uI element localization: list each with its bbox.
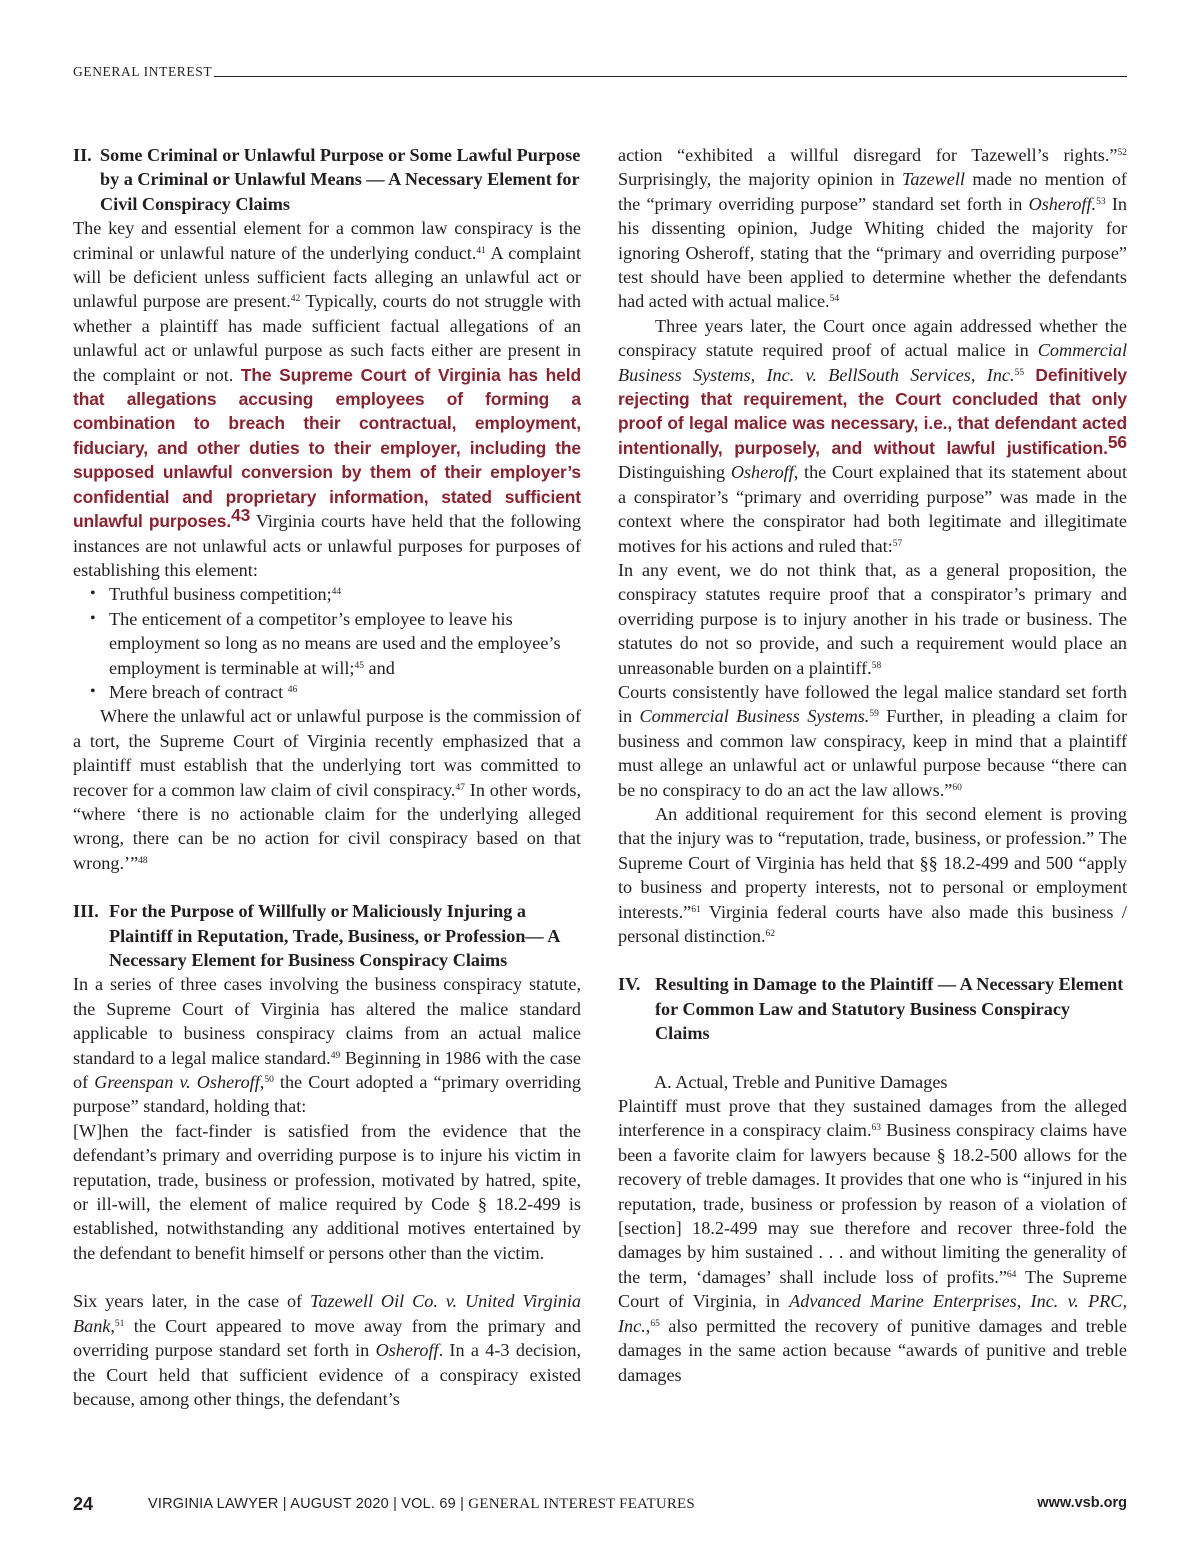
section-label: GENERAL INTEREST — [73, 64, 213, 79]
text: In his dissenting opinion, Judge Whiting chided the majority for ignoring Osheroff, stating that the “primary and overriding purpose” test should have been applied to determine whether the defendants had acted with actual malice. — [618, 193, 1127, 312]
text: Surprisingly, the majority opinion in — [618, 169, 902, 190]
footnote-ref: 58 — [871, 660, 882, 671]
text: also permitted the recovery of punitive damages and treble damages in the same action because “awards of punitive and treble damages — [618, 1315, 1127, 1385]
footnote-ref: 44 — [331, 587, 342, 598]
text: An additional requirement for this second element is proving that the injury was to “reputation, trade, business, or profession.” The Supreme Court of Virginia has held that §§ 18.2-499 and 500 “apply to business and property interests, not to personal or employment interests.” — [618, 803, 1127, 922]
paragraph — [73, 704, 581, 875]
footnote-ref: 43 — [231, 505, 251, 526]
footnote-ref: 45 — [354, 660, 364, 671]
footnote-ref: 61 — [691, 904, 701, 915]
footnote-ref: 47 — [455, 782, 465, 793]
text: Plaintiff must prove that they sustained damages from the alleged interference in a conspiracy claim. — [618, 1096, 1127, 1141]
text: The enticement of a competitor’s employee to leave his employment so long as no means are used and the employee’s employment is terminable at will; — [109, 608, 561, 678]
text: the Court adopted a “primary overriding purpose” standard, holding that: — [73, 1072, 581, 1117]
left-column — [73, 143, 581, 1411]
footnote-ref: 64 — [1006, 1269, 1017, 1280]
footnote-ref: 65 — [650, 1318, 660, 1329]
paragraph — [73, 216, 581, 582]
list-item — [73, 607, 581, 680]
footnote-ref: 52 — [1117, 148, 1127, 158]
text: Further, in pleading a claim for business and common law conspiracy, keep in mind that a plaintiff must allege an unlawful act or unlawful purpose because “there can be no conspiracy to do an act the law allows.” — [618, 706, 1128, 800]
text: Beginning in 1986 with the case of — [73, 1047, 581, 1093]
footnote-ref: 54 — [829, 294, 840, 305]
footnote-ref: 56 — [1107, 431, 1127, 452]
paragraph — [618, 802, 1127, 948]
text: . In a 4-3 decision, the Court held that sufficient evidence of a conspiracy existed because, among other things, the defendant’s — [73, 1340, 582, 1409]
paragraph — [618, 1094, 1127, 1387]
text: action “exhibited a willful disregard for Tazewell’s rights.” — [618, 145, 1118, 165]
text: Business conspiracy claims have been a favorite claim for lawyers because § 18.2-500 allows for the recovery of treble damages. It provides that one who is “injured in his reputation, trade, business or profession by reason of a violation of [section] 18.2-499 may sue therefore and recover three-fold the damages by him sustained . . . and without limiting the generality of the term, ‘damages’ shall include loss of profits.” — [618, 1120, 1127, 1287]
footnote-ref: 50 — [264, 1075, 274, 1086]
heading-text: Some Criminal or Unlawful Purpose or Some Lawful Purpose by a Criminal or Unlawful Means — A Necessary Element for Civil Conspiracy Claims — [100, 145, 581, 214]
footnote-ref: 62 — [765, 929, 775, 939]
footnote-ref: 48 — [138, 855, 148, 866]
highlighted-text: The Supreme Court of Virginia has held that allegations accusing employees of forming a combination to breach their contractual, employment, fiduciary, and other duties to their employer, including the supposed unlawful conversion by them of their employer’s confidential and proprietary information, stated sufficient unlawful purposes. — [73, 364, 581, 532]
list-item — [73, 582, 581, 606]
text: The key and essential element for a common law conspiracy is the criminal or unlawful nature of the underlying conduct. — [73, 218, 581, 263]
text: The Supreme Court of Virginia, in — [618, 1266, 1127, 1312]
page-number: 24 — [73, 1494, 94, 1514]
footnote-ref: 49 — [330, 1050, 341, 1061]
paragraph — [618, 680, 1127, 802]
text: Truthful business competition; — [109, 584, 332, 605]
highlighted-text: Definitively rejecting that requirement, the Court concluded that only proof of legal malice was necessary, i.e., that defendant acted intentionally, purposely, and without lawful justification. — [618, 364, 1128, 458]
case-name: Tazewell Oil Co. v. United Virginia Bank — [73, 1291, 581, 1336]
heading-number: II. — [73, 145, 92, 165]
text: the Court appeared to move away from the primary and overriding purpose standard set forth in — [73, 1315, 581, 1361]
paragraph — [73, 972, 581, 1118]
case-name: Greenspan v. Osheroff, — [94, 1072, 265, 1093]
footnote-ref: 57 — [892, 538, 903, 549]
text: In any event, we do not think that, as a general proposition, the conspiracy statutes require proof that a conspirator’s primary and overriding purpose is to injury another in his trade or business. The statutes do not so provide, and such a requirement would place an unreasonable burden on a plaintiff. — [618, 559, 1127, 678]
case-name: Commercial Business Systems, Inc. v. BellSouth Services, Inc. — [618, 340, 1127, 385]
paragraph — [73, 1289, 581, 1411]
subheading: A. Actual, Treble and Punitive Damages — [654, 1071, 948, 1092]
page-footer — [73, 1494, 1127, 1516]
publication-info — [148, 1496, 695, 1513]
footnote-ref: 63 — [871, 1123, 881, 1134]
block-quote — [618, 558, 1127, 680]
text: Typically, courts do not struggle with whether a plaintiff has made sufficient factual allegations of an unlawful act or unlawful purpose as such facts either are present in the complaint or not. — [73, 291, 581, 385]
text: , the Court explained that its statement about a conspirator’s “primary and overriding purpose” was made in the context where the conspirator had both legitimate and illegitimate motives for his actions and ruled that: — [618, 462, 1128, 556]
case-name: Commercial Business Systems. — [639, 706, 870, 727]
text: , — [645, 1315, 651, 1336]
running-header — [73, 60, 1127, 80]
case-name: Osheroff. — [1028, 193, 1097, 214]
publication-text: VIRGINIA LAWYER | AUGUST 2020 | VOL. 69 | — [148, 1496, 469, 1512]
footnote-ref: 59 — [869, 709, 879, 720]
footnote-ref: 42 — [290, 294, 301, 305]
text: A complaint will be deficient unless sufficient facts alleging an unlawful act or unlawful purpose are present. — [73, 242, 582, 312]
footnote-ref: 41 — [476, 245, 486, 256]
list-item — [73, 680, 581, 704]
block-quote: [W]hen the fact-finder is satisfied from the evidence that the defendant’s primary and overriding purpose is to injure his victim in reputation, trade, business or profession, motivated by hatred, spite, or ill-will, the element of malice required by Code § 18.2-499 is established, notwithstanding any additional motives entertained by the defendant to benefit himself or persons other than the victim. — [73, 1120, 581, 1263]
section-heading-iii — [73, 899, 581, 972]
right-column — [618, 143, 1127, 1387]
paragraph — [618, 143, 1127, 314]
text: Virginia courts have held that the following instances are not unlawful acts or unlawful purposes for purposes of establishing this element: — [73, 511, 581, 580]
text: Where the unlawful act or unlawful purpose is the commission of a tort, the Supreme Court of Virginia recently emphasized that a plaintiff must establish that the underlying tort was committed to recover for a common law claim of civil conspiracy. — [73, 706, 581, 800]
section-name: GENERAL INTEREST FEATURES — [468, 1496, 695, 1512]
footnote-ref: 51 — [114, 1318, 125, 1329]
header-rule — [214, 76, 1127, 77]
website-link[interactable]: www.vsb.org — [1037, 1495, 1127, 1511]
text: made no mention of the “primary overriding purpose” standard set forth in — [618, 169, 1127, 214]
case-name: Osheroff — [730, 462, 794, 483]
text: , — [110, 1315, 115, 1336]
text: In a series of three cases involving the business conspiracy statute, the Supreme Court of Virginia has altered the malice standard applicable to business conspiracy claims from an actual malice standard to a legal malice standard. — [73, 974, 581, 1068]
section-heading-ii — [73, 143, 581, 216]
heading-number: III. — [73, 901, 99, 922]
text: Distinguishing — [618, 462, 731, 483]
text: Courts consistently have followed the legal malice standard set forth in — [618, 681, 1127, 727]
text: Virginia federal courts have also made this business / personal distinction. — [618, 901, 1127, 946]
paragraph — [618, 314, 1127, 558]
text: In other words, “where ‘there is no actionable claim for the underlying alleged wrong, there can be no action for civil conspiracy based on that wrong.’” — [73, 779, 581, 873]
text: and — [363, 657, 395, 678]
case-name: Osheroff — [375, 1340, 439, 1361]
footnote-ref: 46 — [287, 684, 298, 695]
section-heading-iv — [618, 972, 1127, 1045]
footnote-ref: 55 — [1014, 367, 1025, 378]
heading-text: Resulting in Damage to the Plaintiff — A Necessary Element for Common Law and Statutory Business Conspiracy Claims — [655, 974, 1124, 1044]
case-name: Tazewell — [901, 169, 965, 190]
bullet-list — [73, 582, 581, 704]
heading-text: For the Purpose of Willfully or Maliciously Injuring a Plaintiff in Reputation, Trade, Business, or Profession— A Necessary Element for Business Conspiracy Claims — [109, 901, 560, 970]
heading-number: IV. — [618, 974, 641, 995]
text: Three years later, the Court once again addressed whether the conspiracy statute required proof of actual malice in — [618, 315, 1127, 361]
text: Mere breach of contract — [109, 681, 288, 702]
text: Six years later, in the case of — [73, 1291, 311, 1312]
case-name: Advanced Marine Enterprises, Inc. v. PRC, Inc. — [618, 1291, 1127, 1336]
footnote-ref: 60 — [952, 782, 962, 793]
footnote-ref: 53 — [1096, 196, 1106, 207]
